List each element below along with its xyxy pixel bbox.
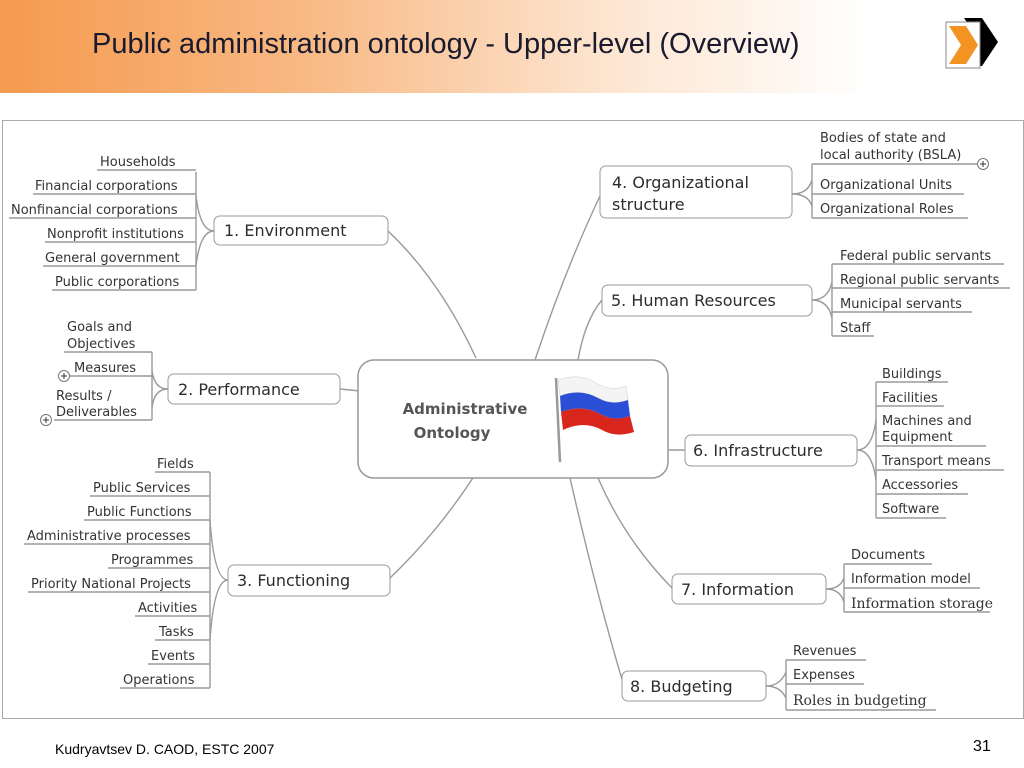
branch-organizational-label-2: structure: [612, 195, 685, 214]
branch-environment-label: 1. Environment: [224, 221, 347, 240]
connector-budgeting: [570, 478, 624, 686]
leaf-transport-means[interactable]: Transport means: [882, 454, 991, 469]
branch-human-resources-label: 5. Human Resources: [611, 291, 776, 310]
branch-infrastructure-label: 6. Infrastructure: [693, 441, 823, 460]
leaf-goals-line1[interactable]: Goals and: [67, 320, 132, 335]
leaf-goals-line2[interactable]: Objectives: [67, 337, 136, 352]
leaf-results-line2[interactable]: Deliverables: [56, 405, 137, 420]
leaf-accessories[interactable]: Accessories: [882, 478, 959, 493]
center-node[interactable]: [358, 360, 668, 478]
leaf-nonprofit-institutions[interactable]: Nonprofit institutions: [47, 227, 184, 242]
leaf-fields[interactable]: Fields: [157, 457, 194, 472]
center-title-line1: Administrative: [402, 400, 528, 418]
leaf-information-model[interactable]: Information model: [851, 572, 971, 587]
center-title-line2: Ontology: [413, 424, 491, 442]
leaf-buildings[interactable]: Buildings: [882, 367, 942, 382]
expand-icon[interactable]: [59, 371, 70, 382]
leaf-public-services[interactable]: Public Services: [93, 481, 191, 496]
connector-environment: [388, 231, 476, 358]
branch-organizational-label-1: 4. Organizational: [612, 173, 749, 192]
branch-budgeting[interactable]: [622, 671, 766, 701]
branch-budgeting-label: 8. Budgeting: [630, 677, 733, 696]
leaf-measures[interactable]: Measures: [74, 361, 137, 376]
leaf-roles-in-budgeting[interactable]: Roles in budgeting: [793, 693, 927, 709]
leaf-machines-line2[interactable]: Equipment: [882, 430, 953, 445]
connector-performance: [340, 389, 360, 391]
leaf-financial-corporations[interactable]: Financial corporations: [35, 179, 178, 194]
leaf-households[interactable]: Households: [100, 155, 176, 170]
leaf-staff[interactable]: Staff: [840, 321, 871, 336]
leaf-expenses[interactable]: Expenses: [793, 668, 855, 683]
branch-organizational-structure[interactable]: [600, 166, 792, 218]
leaf-programmes[interactable]: Programmes: [111, 553, 194, 568]
branch-functioning-label: 3. Functioning: [237, 571, 351, 590]
branch-human-resources[interactable]: [602, 285, 812, 316]
expand-icon[interactable]: [978, 159, 989, 170]
leaf-information-storage[interactable]: Information storage: [851, 596, 993, 612]
connector-functioning: [390, 470, 478, 578]
leaf-operations[interactable]: Operations: [123, 673, 195, 688]
leaf-nonfinancial-corporations[interactable]: Nonfinancial corporations: [11, 203, 178, 218]
branch-performance-label: 2. Performance: [178, 380, 300, 399]
leaf-events[interactable]: Events: [151, 649, 196, 664]
leaf-documents[interactable]: Documents: [851, 548, 926, 563]
leaf-revenues[interactable]: Revenues: [793, 644, 857, 659]
branch-information-label: 7. Information: [681, 580, 794, 599]
branch-infrastructure[interactable]: [685, 435, 857, 466]
page-number: 31: [973, 738, 991, 755]
leaf-general-government[interactable]: General government: [45, 251, 180, 266]
leaf-software[interactable]: Software: [882, 502, 940, 517]
branch-functioning[interactable]: [228, 565, 390, 596]
leaf-tasks[interactable]: Tasks: [159, 625, 194, 640]
leaf-results-line1[interactable]: Results /: [56, 389, 112, 404]
leaf-activities[interactable]: Activities: [138, 601, 198, 616]
branch-environment[interactable]: [214, 216, 388, 245]
leaf-public-corporations[interactable]: Public corporations: [55, 275, 180, 290]
expand-icon[interactable]: [41, 415, 52, 426]
leaf-organizational-units[interactable]: Organizational Units: [820, 178, 953, 193]
leaf-federal-public-servants[interactable]: Federal public servants: [840, 249, 992, 264]
leaf-machines-line1[interactable]: Machines and: [882, 414, 972, 429]
slide-title: Public administration ontology - Upper-level (Overview): [92, 28, 800, 60]
connector-human-resources: [578, 300, 602, 360]
leaf-facilities[interactable]: Facilities: [882, 391, 938, 406]
leaf-organizational-roles[interactable]: Organizational Roles: [820, 202, 954, 217]
connector-organizational: [535, 196, 600, 360]
leaf-bsla-line1[interactable]: Bodies of state and: [820, 131, 946, 146]
leaf-bsla-line2[interactable]: local authority (BSLA): [820, 148, 962, 163]
leaf-regional-public-servants[interactable]: Regional public servants: [840, 273, 1000, 288]
leaf-municipal-servants[interactable]: Municipal servants: [840, 297, 962, 312]
leaf-administrative-processes[interactable]: Administrative processes: [27, 529, 191, 544]
leaf-priority-national-projects[interactable]: Priority National Projects: [31, 577, 191, 592]
leaf-public-functions[interactable]: Public Functions: [87, 505, 192, 520]
slide-footer: Kudryavtsev D. CAOD, ESTC 2007: [55, 741, 275, 757]
branch-information[interactable]: [672, 574, 826, 604]
connector-information: [598, 478, 672, 588]
branch-performance[interactable]: [168, 374, 340, 404]
